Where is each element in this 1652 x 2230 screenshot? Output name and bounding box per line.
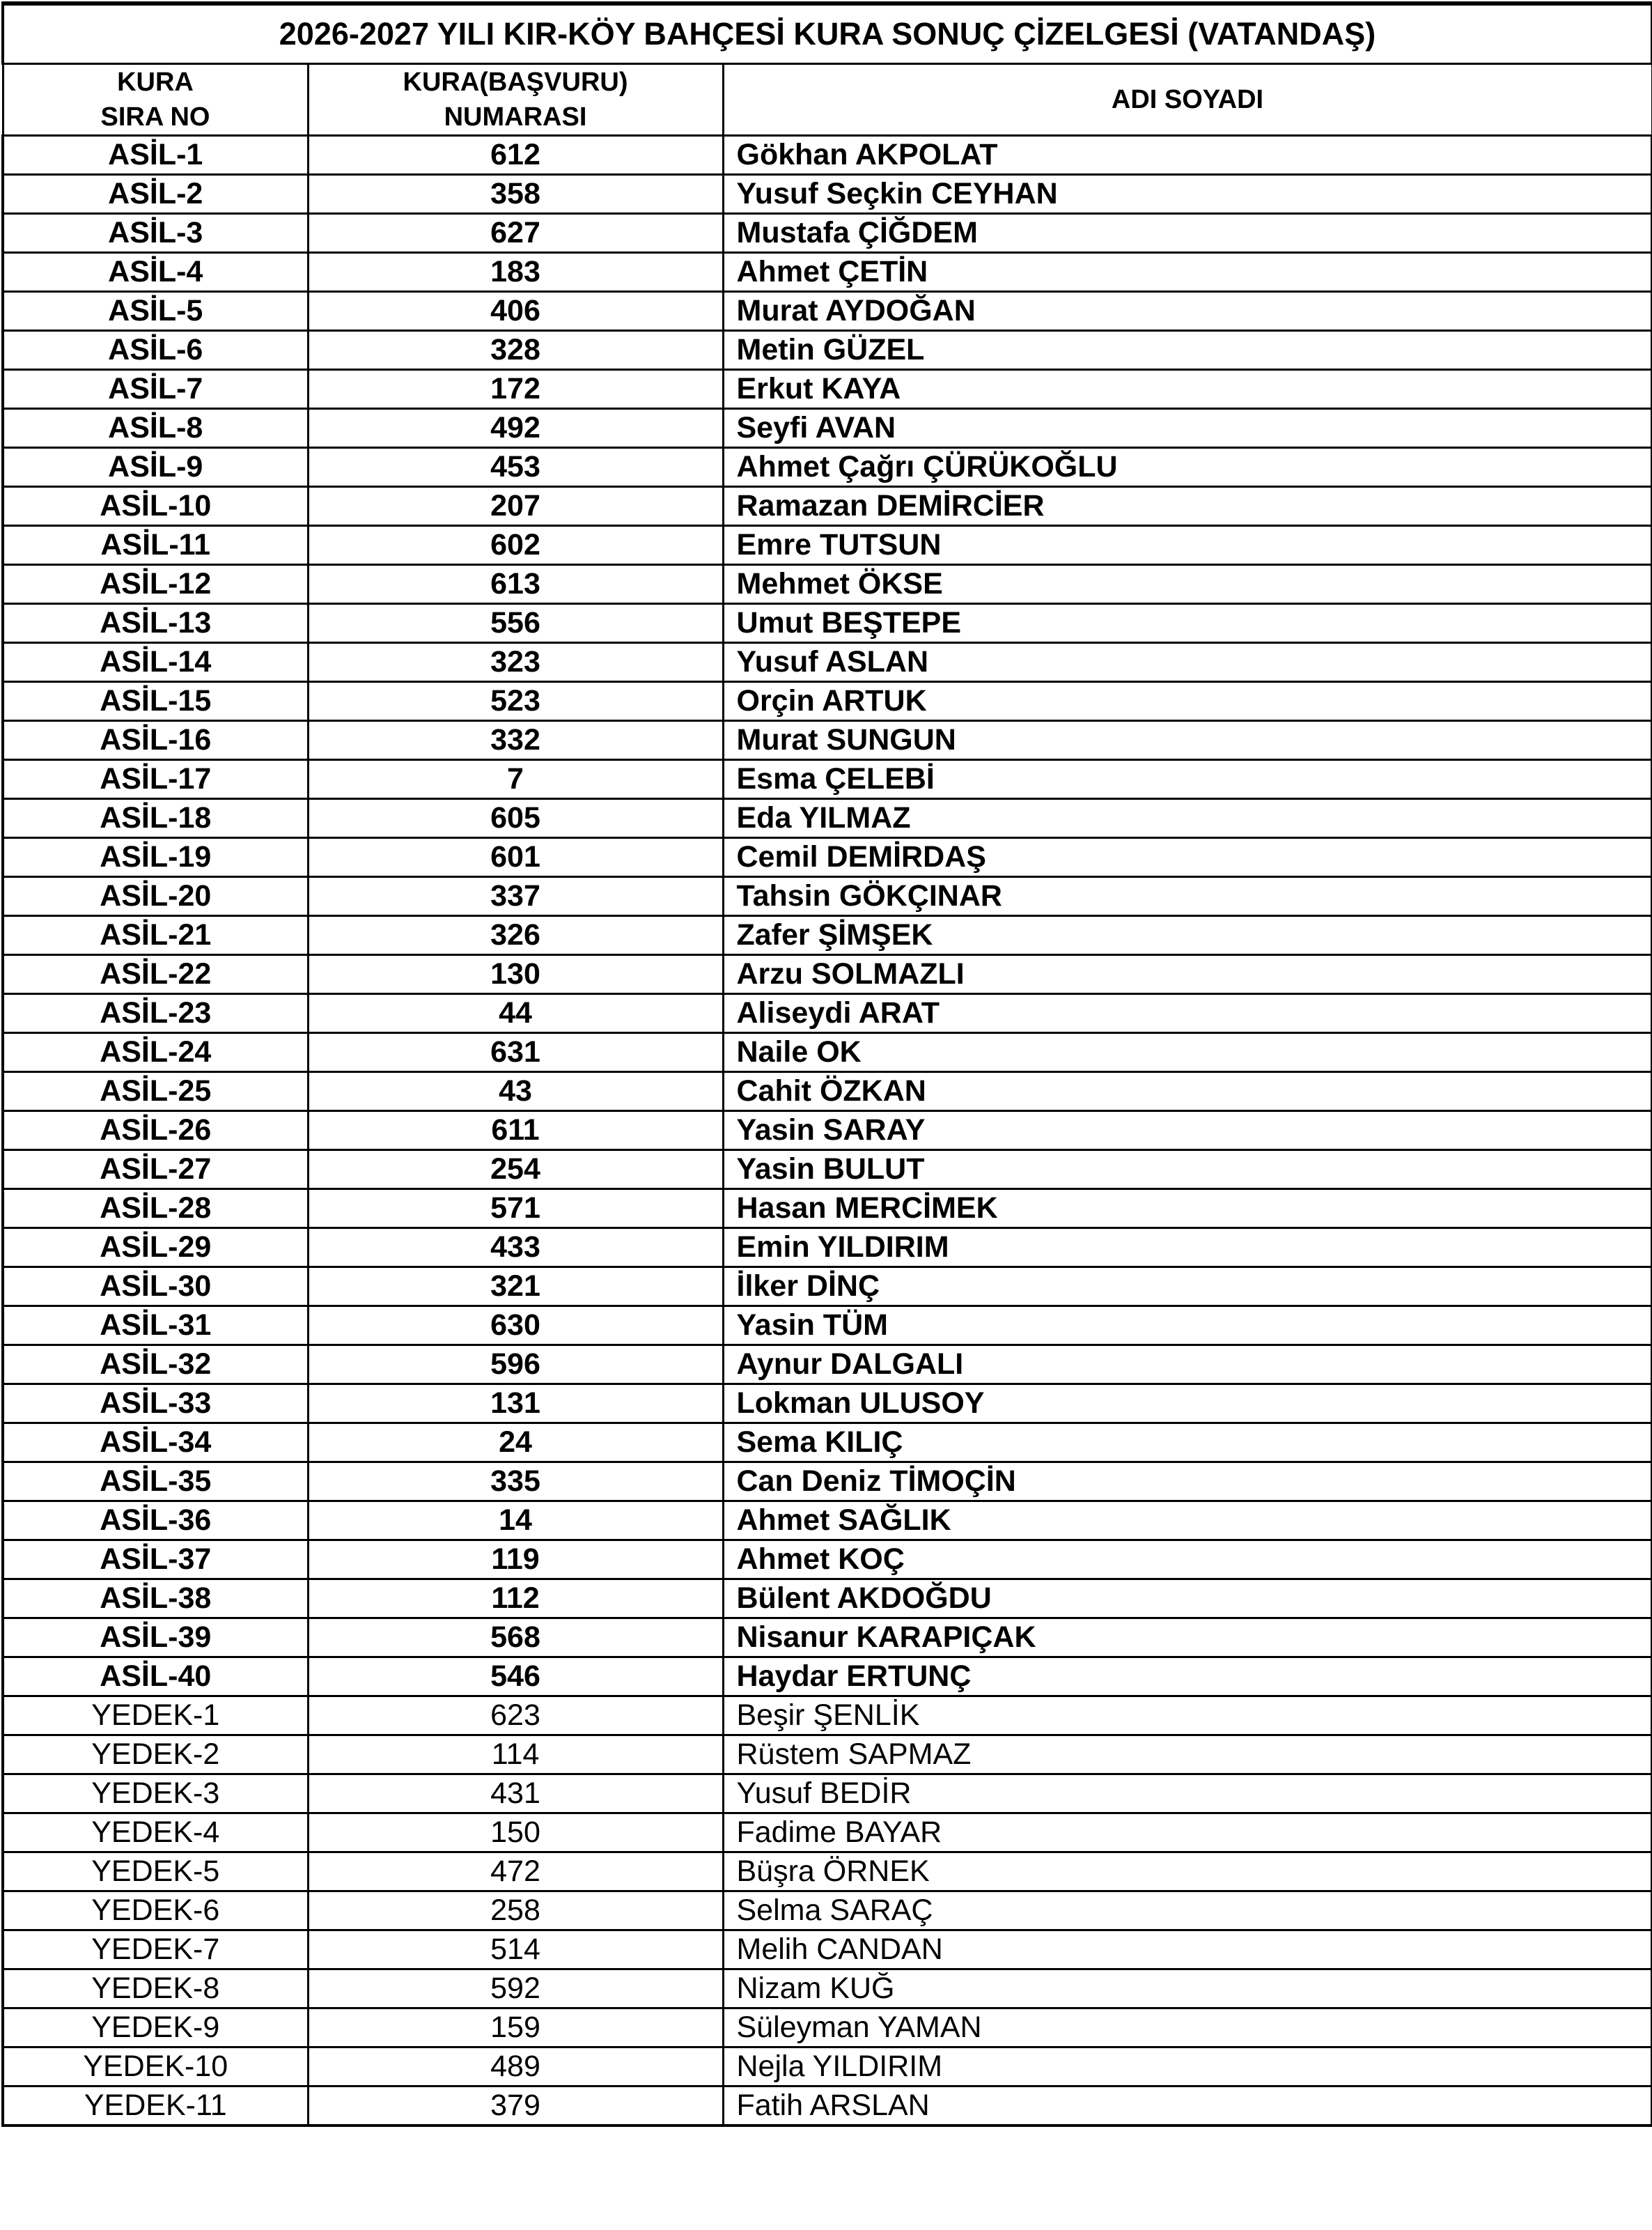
kura-sira-no-cell: ASİL-31 bbox=[3, 1306, 308, 1345]
adi-soyadi-cell: Ramazan DEMİRCİER bbox=[723, 487, 1652, 526]
kura-sira-no-cell: ASİL-19 bbox=[3, 838, 308, 877]
basvuru-numarasi-cell: 492 bbox=[308, 409, 723, 448]
table-row bbox=[3, 1891, 1652, 1930]
table-row bbox=[3, 1228, 1652, 1267]
basvuru-numarasi-cell: 172 bbox=[308, 370, 723, 409]
basvuru-numarasi-cell: 601 bbox=[308, 838, 723, 877]
basvuru-numarasi-cell: 335 bbox=[308, 1462, 723, 1501]
table-row bbox=[3, 1423, 1652, 1462]
kura-sira-no-cell: ASİL-22 bbox=[3, 955, 308, 994]
kura-sira-no-cell: ASİL-20 bbox=[3, 877, 308, 916]
basvuru-numarasi-cell: 546 bbox=[308, 1657, 723, 1696]
header-row bbox=[3, 64, 1652, 136]
kura-sira-no-cell: ASİL-5 bbox=[3, 292, 308, 331]
table-row bbox=[3, 1579, 1652, 1618]
table-row bbox=[3, 2086, 1652, 2126]
adi-soyadi-cell: Ahmet SAĞLIK bbox=[723, 1501, 1652, 1540]
basvuru-numarasi-cell: 431 bbox=[308, 1774, 723, 1813]
kura-sira-no-cell: ASİL-4 bbox=[3, 253, 308, 292]
table-row bbox=[3, 1696, 1652, 1735]
adi-soyadi-cell: Rüstem SAPMAZ bbox=[723, 1735, 1652, 1774]
basvuru-numarasi-cell: 433 bbox=[308, 1228, 723, 1267]
adi-soyadi-cell: Seyfi AVAN bbox=[723, 409, 1652, 448]
basvuru-numarasi-cell: 596 bbox=[308, 1345, 723, 1384]
header-basvuru-numarasi-line2: NUMARASI bbox=[444, 102, 587, 132]
table-row bbox=[3, 1852, 1652, 1891]
adi-soyadi-cell: Sema KILIÇ bbox=[723, 1423, 1652, 1462]
kura-sira-no-cell: YEDEK-6 bbox=[3, 1891, 308, 1930]
table-row bbox=[3, 1189, 1652, 1228]
basvuru-numarasi-cell: 150 bbox=[308, 1813, 723, 1852]
basvuru-numarasi-cell: 630 bbox=[308, 1306, 723, 1345]
table-row bbox=[3, 2047, 1652, 2086]
kura-sira-no-cell: YEDEK-11 bbox=[3, 2086, 308, 2126]
basvuru-numarasi-cell: 207 bbox=[308, 487, 723, 526]
table-row bbox=[3, 1072, 1652, 1111]
table-row bbox=[3, 331, 1652, 370]
adi-soyadi-cell: Mehmet ÖKSE bbox=[723, 565, 1652, 604]
table-row bbox=[3, 1735, 1652, 1774]
adi-soyadi-cell: Haydar ERTUNÇ bbox=[723, 1657, 1652, 1696]
kura-sira-no-cell: ASİL-7 bbox=[3, 370, 308, 409]
table-row bbox=[3, 1618, 1652, 1657]
adi-soyadi-cell: Lokman ULUSOY bbox=[723, 1384, 1652, 1423]
kura-sira-no-cell: ASİL-29 bbox=[3, 1228, 308, 1267]
kura-sira-no-cell: ASİL-33 bbox=[3, 1384, 308, 1423]
adi-soyadi-cell: Emin YILDIRIM bbox=[723, 1228, 1652, 1267]
kura-sira-no-cell: ASİL-28 bbox=[3, 1189, 308, 1228]
kura-sira-no-cell: ASİL-21 bbox=[3, 916, 308, 955]
adi-soyadi-cell: Ahmet KOÇ bbox=[723, 1540, 1652, 1579]
adi-soyadi-cell: Yasin TÜM bbox=[723, 1306, 1652, 1345]
basvuru-numarasi-cell: 514 bbox=[308, 1930, 723, 1969]
kura-sira-no-cell: ASİL-6 bbox=[3, 331, 308, 370]
adi-soyadi-cell: Tahsin GÖKÇINAR bbox=[723, 877, 1652, 916]
kura-sira-no-cell: YEDEK-3 bbox=[3, 1774, 308, 1813]
kura-sira-no-cell: ASİL-12 bbox=[3, 565, 308, 604]
adi-soyadi-cell: Erkut KAYA bbox=[723, 370, 1652, 409]
header-adi-soyadi: ADI SOYADI bbox=[723, 64, 1652, 136]
adi-soyadi-cell: Umut BEŞTEPE bbox=[723, 604, 1652, 643]
basvuru-numarasi-cell: 119 bbox=[308, 1540, 723, 1579]
kura-sira-no-cell: ASİL-10 bbox=[3, 487, 308, 526]
table-row bbox=[3, 604, 1652, 643]
adi-soyadi-cell: Yasin BULUT bbox=[723, 1150, 1652, 1189]
basvuru-numarasi-cell: 605 bbox=[308, 799, 723, 838]
kura-sira-no-cell: ASİL-15 bbox=[3, 682, 308, 721]
basvuru-numarasi-cell: 472 bbox=[308, 1852, 723, 1891]
basvuru-numarasi-cell: 254 bbox=[308, 1150, 723, 1189]
basvuru-numarasi-cell: 489 bbox=[308, 2047, 723, 2086]
table-row bbox=[3, 1462, 1652, 1501]
basvuru-numarasi-cell: 611 bbox=[308, 1111, 723, 1150]
adi-soyadi-cell: Naile OK bbox=[723, 1033, 1652, 1072]
header-basvuru-numarasi bbox=[308, 64, 723, 136]
basvuru-numarasi-cell: 332 bbox=[308, 721, 723, 760]
table-row bbox=[3, 409, 1652, 448]
basvuru-numarasi-cell: 613 bbox=[308, 565, 723, 604]
table-row bbox=[3, 682, 1652, 721]
basvuru-numarasi-cell: 323 bbox=[308, 643, 723, 682]
table-row bbox=[3, 370, 1652, 409]
adi-soyadi-cell: Orçin ARTUK bbox=[723, 682, 1652, 721]
basvuru-numarasi-cell: 453 bbox=[308, 448, 723, 487]
basvuru-numarasi-cell: 44 bbox=[308, 994, 723, 1033]
lottery-results-table bbox=[1, 1, 1652, 2127]
table-row bbox=[3, 1345, 1652, 1384]
adi-soyadi-cell: Yusuf ASLAN bbox=[723, 643, 1652, 682]
adi-soyadi-cell: Beşir ŞENLİK bbox=[723, 1696, 1652, 1735]
basvuru-numarasi-cell: 130 bbox=[308, 955, 723, 994]
adi-soyadi-cell: Yusuf BEDİR bbox=[723, 1774, 1652, 1813]
adi-soyadi-cell: Bülent AKDOĞDU bbox=[723, 1579, 1652, 1618]
kura-sira-no-cell: ASİL-18 bbox=[3, 799, 308, 838]
kura-sira-no-cell: ASİL-38 bbox=[3, 1579, 308, 1618]
adi-soyadi-cell: Mustafa ÇİĞDEM bbox=[723, 214, 1652, 253]
table-row bbox=[3, 292, 1652, 331]
kura-sira-no-cell: ASİL-36 bbox=[3, 1501, 308, 1540]
adi-soyadi-cell: Metin GÜZEL bbox=[723, 331, 1652, 370]
table-row bbox=[3, 799, 1652, 838]
title-row bbox=[3, 3, 1652, 64]
basvuru-numarasi-cell: 131 bbox=[308, 1384, 723, 1423]
kura-sira-no-cell: ASİL-1 bbox=[3, 136, 308, 175]
basvuru-numarasi-cell: 258 bbox=[308, 1891, 723, 1930]
kura-sira-no-cell: ASİL-26 bbox=[3, 1111, 308, 1150]
kura-sira-no-cell: YEDEK-9 bbox=[3, 2008, 308, 2047]
basvuru-numarasi-cell: 523 bbox=[308, 682, 723, 721]
adi-soyadi-cell: Büşra ÖRNEK bbox=[723, 1852, 1652, 1891]
basvuru-numarasi-cell: 612 bbox=[308, 136, 723, 175]
basvuru-numarasi-cell: 7 bbox=[308, 760, 723, 799]
adi-soyadi-cell: Eda YILMAZ bbox=[723, 799, 1652, 838]
table-row bbox=[3, 643, 1652, 682]
kura-sira-no-cell: YEDEK-4 bbox=[3, 1813, 308, 1852]
table-row bbox=[3, 448, 1652, 487]
header-kura-sira-no-line2: SIRA NO bbox=[100, 102, 210, 132]
basvuru-numarasi-cell: 379 bbox=[308, 2086, 723, 2126]
basvuru-numarasi-cell: 328 bbox=[308, 331, 723, 370]
kura-sira-no-cell: ASİL-40 bbox=[3, 1657, 308, 1696]
table-row bbox=[3, 1150, 1652, 1189]
kura-sira-no-cell: ASİL-39 bbox=[3, 1618, 308, 1657]
kura-sira-no-cell: ASİL-34 bbox=[3, 1423, 308, 1462]
adi-soyadi-cell: Esma ÇELEBİ bbox=[723, 760, 1652, 799]
table-row bbox=[3, 1033, 1652, 1072]
adi-soyadi-cell: Nisanur KARAPIÇAK bbox=[723, 1618, 1652, 1657]
kura-sira-no-cell: YEDEK-1 bbox=[3, 1696, 308, 1735]
table-row bbox=[3, 565, 1652, 604]
table-row bbox=[3, 994, 1652, 1033]
table-row bbox=[3, 487, 1652, 526]
basvuru-numarasi-cell: 326 bbox=[308, 916, 723, 955]
table-row bbox=[3, 214, 1652, 253]
table-row bbox=[3, 721, 1652, 760]
adi-soyadi-cell: Murat AYDOĞAN bbox=[723, 292, 1652, 331]
table-row bbox=[3, 1813, 1652, 1852]
adi-soyadi-cell: Fatih ARSLAN bbox=[723, 2086, 1652, 2126]
kura-sira-no-cell: ASİL-23 bbox=[3, 994, 308, 1033]
table-row bbox=[3, 1540, 1652, 1579]
table-row bbox=[3, 175, 1652, 214]
table-row bbox=[3, 1930, 1652, 1969]
adi-soyadi-cell: Ahmet ÇETİN bbox=[723, 253, 1652, 292]
kura-sira-no-cell: YEDEK-8 bbox=[3, 1969, 308, 2008]
basvuru-numarasi-cell: 406 bbox=[308, 292, 723, 331]
adi-soyadi-cell: Cahit ÖZKAN bbox=[723, 1072, 1652, 1111]
adi-soyadi-cell: Yusuf Seçkin CEYHAN bbox=[723, 175, 1652, 214]
adi-soyadi-cell: Arzu SOLMAZLI bbox=[723, 955, 1652, 994]
table-row bbox=[3, 877, 1652, 916]
kura-sira-no-cell: ASİL-9 bbox=[3, 448, 308, 487]
basvuru-numarasi-cell: 337 bbox=[308, 877, 723, 916]
basvuru-numarasi-cell: 592 bbox=[308, 1969, 723, 2008]
header-basvuru-numarasi-line1: KURA(BAŞVURU) bbox=[403, 68, 628, 97]
table-row bbox=[3, 2008, 1652, 2047]
table-row bbox=[3, 1501, 1652, 1540]
kura-sira-no-cell: ASİL-32 bbox=[3, 1345, 308, 1384]
adi-soyadi-cell: Selma SARAÇ bbox=[723, 1891, 1652, 1930]
kura-sira-no-cell: ASİL-11 bbox=[3, 526, 308, 565]
basvuru-numarasi-cell: 627 bbox=[308, 214, 723, 253]
kura-sira-no-cell: ASİL-8 bbox=[3, 409, 308, 448]
basvuru-numarasi-cell: 358 bbox=[308, 175, 723, 214]
table-row bbox=[3, 760, 1652, 799]
basvuru-numarasi-cell: 14 bbox=[308, 1501, 723, 1540]
kura-sira-no-cell: ASİL-37 bbox=[3, 1540, 308, 1579]
basvuru-numarasi-cell: 556 bbox=[308, 604, 723, 643]
basvuru-numarasi-cell: 571 bbox=[308, 1189, 723, 1228]
header-kura-sira-no-line1: KURA bbox=[117, 68, 194, 97]
table-row bbox=[3, 838, 1652, 877]
kura-sira-no-cell: YEDEK-7 bbox=[3, 1930, 308, 1969]
kura-sira-no-cell: ASİL-24 bbox=[3, 1033, 308, 1072]
kura-sira-no-cell: ASİL-14 bbox=[3, 643, 308, 682]
kura-sira-no-cell: ASİL-27 bbox=[3, 1150, 308, 1189]
basvuru-numarasi-cell: 114 bbox=[308, 1735, 723, 1774]
basvuru-numarasi-cell: 602 bbox=[308, 526, 723, 565]
basvuru-numarasi-cell: 159 bbox=[308, 2008, 723, 2047]
table-row bbox=[3, 253, 1652, 292]
kura-sira-no-cell: ASİL-3 bbox=[3, 214, 308, 253]
sheet-title: 2026-2027 YILI KIR-KÖY BAHÇESİ KURA SONUÇ ÇİZELGESİ (VATANDAŞ) bbox=[3, 3, 1652, 64]
table-row bbox=[3, 136, 1652, 175]
adi-soyadi-cell: Gökhan AKPOLAT bbox=[723, 136, 1652, 175]
kura-sira-no-cell: ASİL-30 bbox=[3, 1267, 308, 1306]
adi-soyadi-cell: Nizam KUĞ bbox=[723, 1969, 1652, 2008]
table-row bbox=[3, 1657, 1652, 1696]
kura-sira-no-cell: ASİL-2 bbox=[3, 175, 308, 214]
kura-sira-no-cell: YEDEK-10 bbox=[3, 2047, 308, 2086]
basvuru-numarasi-cell: 112 bbox=[308, 1579, 723, 1618]
table-row bbox=[3, 1306, 1652, 1345]
adi-soyadi-cell: Murat SUNGUN bbox=[723, 721, 1652, 760]
table-row bbox=[3, 1384, 1652, 1423]
adi-soyadi-cell: Süleyman YAMAN bbox=[723, 2008, 1652, 2047]
adi-soyadi-cell: Fadime BAYAR bbox=[723, 1813, 1652, 1852]
table-row bbox=[3, 955, 1652, 994]
table-row bbox=[3, 1969, 1652, 2008]
adi-soyadi-cell: Hasan MERCİMEK bbox=[723, 1189, 1652, 1228]
kura-sira-no-cell: YEDEK-2 bbox=[3, 1735, 308, 1774]
kura-sira-no-cell: ASİL-35 bbox=[3, 1462, 308, 1501]
kura-sira-no-cell: ASİL-25 bbox=[3, 1072, 308, 1111]
basvuru-numarasi-cell: 631 bbox=[308, 1033, 723, 1072]
adi-soyadi-cell: Ahmet Çağrı ÇÜRÜKOĞLU bbox=[723, 448, 1652, 487]
basvuru-numarasi-cell: 183 bbox=[308, 253, 723, 292]
basvuru-numarasi-cell: 43 bbox=[308, 1072, 723, 1111]
adi-soyadi-cell: Aliseydi ARAT bbox=[723, 994, 1652, 1033]
adi-soyadi-cell: Zafer ŞİMŞEK bbox=[723, 916, 1652, 955]
adi-soyadi-cell: İlker DİNÇ bbox=[723, 1267, 1652, 1306]
adi-soyadi-cell: Nejla YILDIRIM bbox=[723, 2047, 1652, 2086]
kura-sira-no-cell: ASİL-13 bbox=[3, 604, 308, 643]
adi-soyadi-cell: Aynur DALGALI bbox=[723, 1345, 1652, 1384]
adi-soyadi-cell: Emre TUTSUN bbox=[723, 526, 1652, 565]
adi-soyadi-cell: Yasin SARAY bbox=[723, 1111, 1652, 1150]
adi-soyadi-cell: Cemil DEMİRDAŞ bbox=[723, 838, 1652, 877]
table-row bbox=[3, 916, 1652, 955]
basvuru-numarasi-cell: 623 bbox=[308, 1696, 723, 1735]
kura-sira-no-cell: YEDEK-5 bbox=[3, 1852, 308, 1891]
basvuru-numarasi-cell: 24 bbox=[308, 1423, 723, 1462]
adi-soyadi-cell: Can Deniz TİMOÇİN bbox=[723, 1462, 1652, 1501]
adi-soyadi-cell: Melih CANDAN bbox=[723, 1930, 1652, 1969]
header-kura-sira-no bbox=[3, 64, 308, 136]
basvuru-numarasi-cell: 568 bbox=[308, 1618, 723, 1657]
table-row bbox=[3, 1267, 1652, 1306]
table-row bbox=[3, 1774, 1652, 1813]
kura-sira-no-cell: ASİL-17 bbox=[3, 760, 308, 799]
kura-sira-no-cell: ASİL-16 bbox=[3, 721, 308, 760]
table-row bbox=[3, 526, 1652, 565]
basvuru-numarasi-cell: 321 bbox=[308, 1267, 723, 1306]
table-row bbox=[3, 1111, 1652, 1150]
